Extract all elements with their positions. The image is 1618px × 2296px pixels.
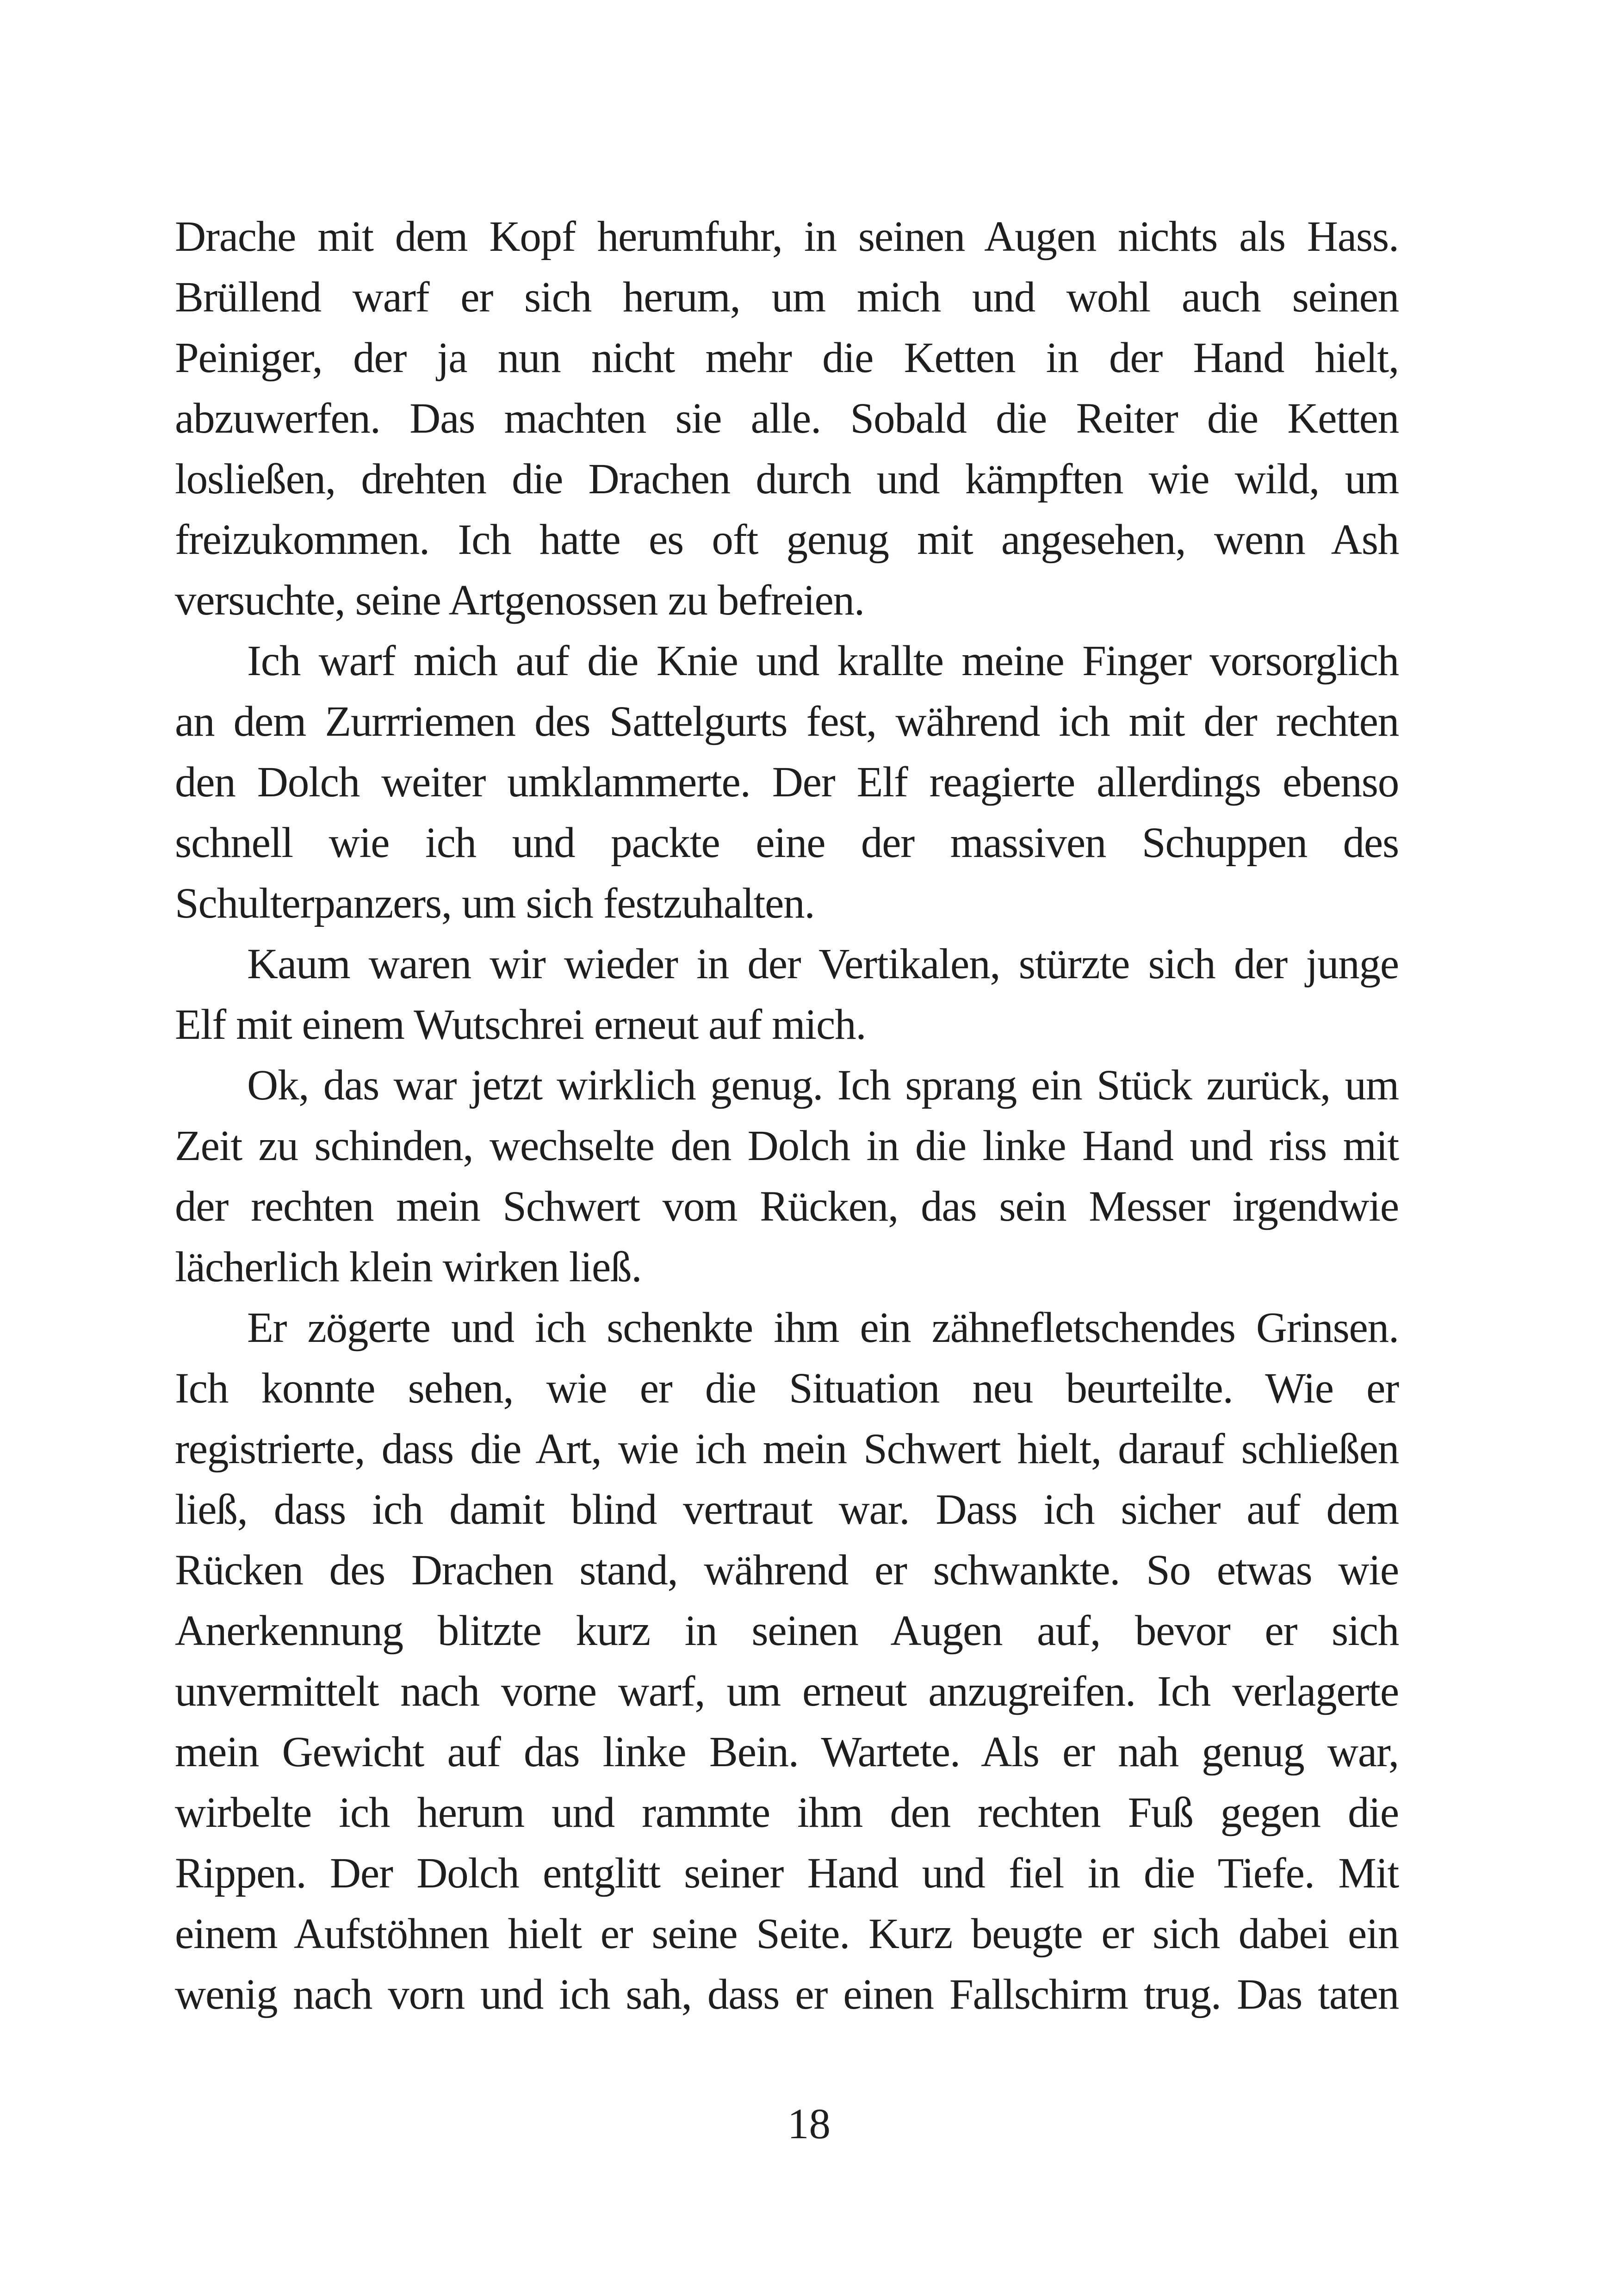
paragraph-2 [175, 631, 1399, 934]
text-line: freizukommen. Ich hatte es oft genug mit angesehen, wenn Ash [175, 516, 1399, 564]
text-line: versuchte, seine Artgenossen zu befreien. [175, 577, 864, 624]
text-line: Rippen. Der Dolch entglitt seiner Hand und fiel in die Tiefe. Mit [175, 1849, 1399, 1897]
text-line: Ich konnte sehen, wie er die Situation neu beurteilte. Wie er [175, 1365, 1399, 1412]
text-line: unvermittelt nach vorne warf, um erneut anzugreifen. Ich verlagerte [175, 1668, 1399, 1715]
text-line: Anerkennung blitzte kurz in seinen Augen auf, bevor er sich [175, 1607, 1399, 1655]
text-line: lächerlich klein wirken ließ. [175, 1243, 642, 1291]
body-text [175, 206, 1399, 2025]
text-line: Rücken des Drachen stand, während er schwankte. So etwas wie [175, 1546, 1399, 1594]
text-line: Er zögerte und ich schenkte ihm ein zähnefletschendes Grinsen. [247, 1304, 1399, 1352]
text-line: Zeit zu schinden, wechselte den Dolch in die linke Hand und riss mit [175, 1122, 1399, 1170]
paragraph-3 [175, 934, 1399, 1055]
text-line: einem Aufstöhnen hielt er seine Seite. Kurz beugte er sich dabei ein [175, 1910, 1399, 1958]
text-line: mein Gewicht auf das linke Bein. Wartete. Als er nah genug war, [175, 1728, 1399, 1776]
text-line: Ich warf mich auf die Knie und krallte meine Finger vorsorglich [247, 637, 1399, 685]
paragraph-4 [175, 1055, 1399, 1297]
text-line: wirbelte ich herum und rammte ihm den rechten Fuß gegen die [175, 1789, 1399, 1837]
text-line: an dem Zurrriemen des Sattelgurts fest, während ich mit der rechten [175, 698, 1399, 745]
text-line: der rechten mein Schwert vom Rücken, das sein Messer irgendwie [175, 1183, 1399, 1230]
paragraph-5 [175, 1297, 1399, 2025]
text-line: Ok, das war jetzt wirklich genug. Ich sprang ein Stück zurück, um [247, 1061, 1399, 1109]
text-line: abzuwerfen. Das machten sie alle. Sobald die Reiter die Ketten [175, 395, 1399, 442]
text-line: Brüllend warf er sich herum, um mich und wohl auch seinen [175, 273, 1399, 321]
paragraph-1 [175, 206, 1399, 631]
text-line: schnell wie ich und packte eine der massiven Schuppen des [175, 819, 1399, 867]
page-number: 18 [787, 2100, 831, 2148]
text-line: registrierte, dass die Art, wie ich mein Schwert hielt, darauf schließen [175, 1425, 1399, 1473]
text-line: den Dolch weiter umklammerte. Der Elf reagierte allerdings ebenso [175, 758, 1399, 806]
text-line: ließ, dass ich damit blind vertraut war. Dass ich sicher auf dem [175, 1486, 1399, 1533]
text-line: Elf mit einem Wutschrei erneut auf mich. [175, 1001, 866, 1049]
text-line: Kaum waren wir wieder in der Vertikalen, stürzte sich der junge [247, 940, 1399, 988]
text-line: losließen, drehten die Drachen durch und kämpften wie wild, um [175, 455, 1399, 503]
text-line: Peiniger, der ja nun nicht mehr die Ketten in der Hand hielt, [175, 334, 1399, 382]
text-line: wenig nach vorn und ich sah, dass er einen Fallschirm trug. Das taten [175, 1971, 1399, 2018]
text-line: Schulterpanzers, um sich festzuhalten. [175, 880, 815, 927]
text-line: Drache mit dem Kopf herumfuhr, in seinen Augen nichts als Hass. [175, 213, 1399, 261]
